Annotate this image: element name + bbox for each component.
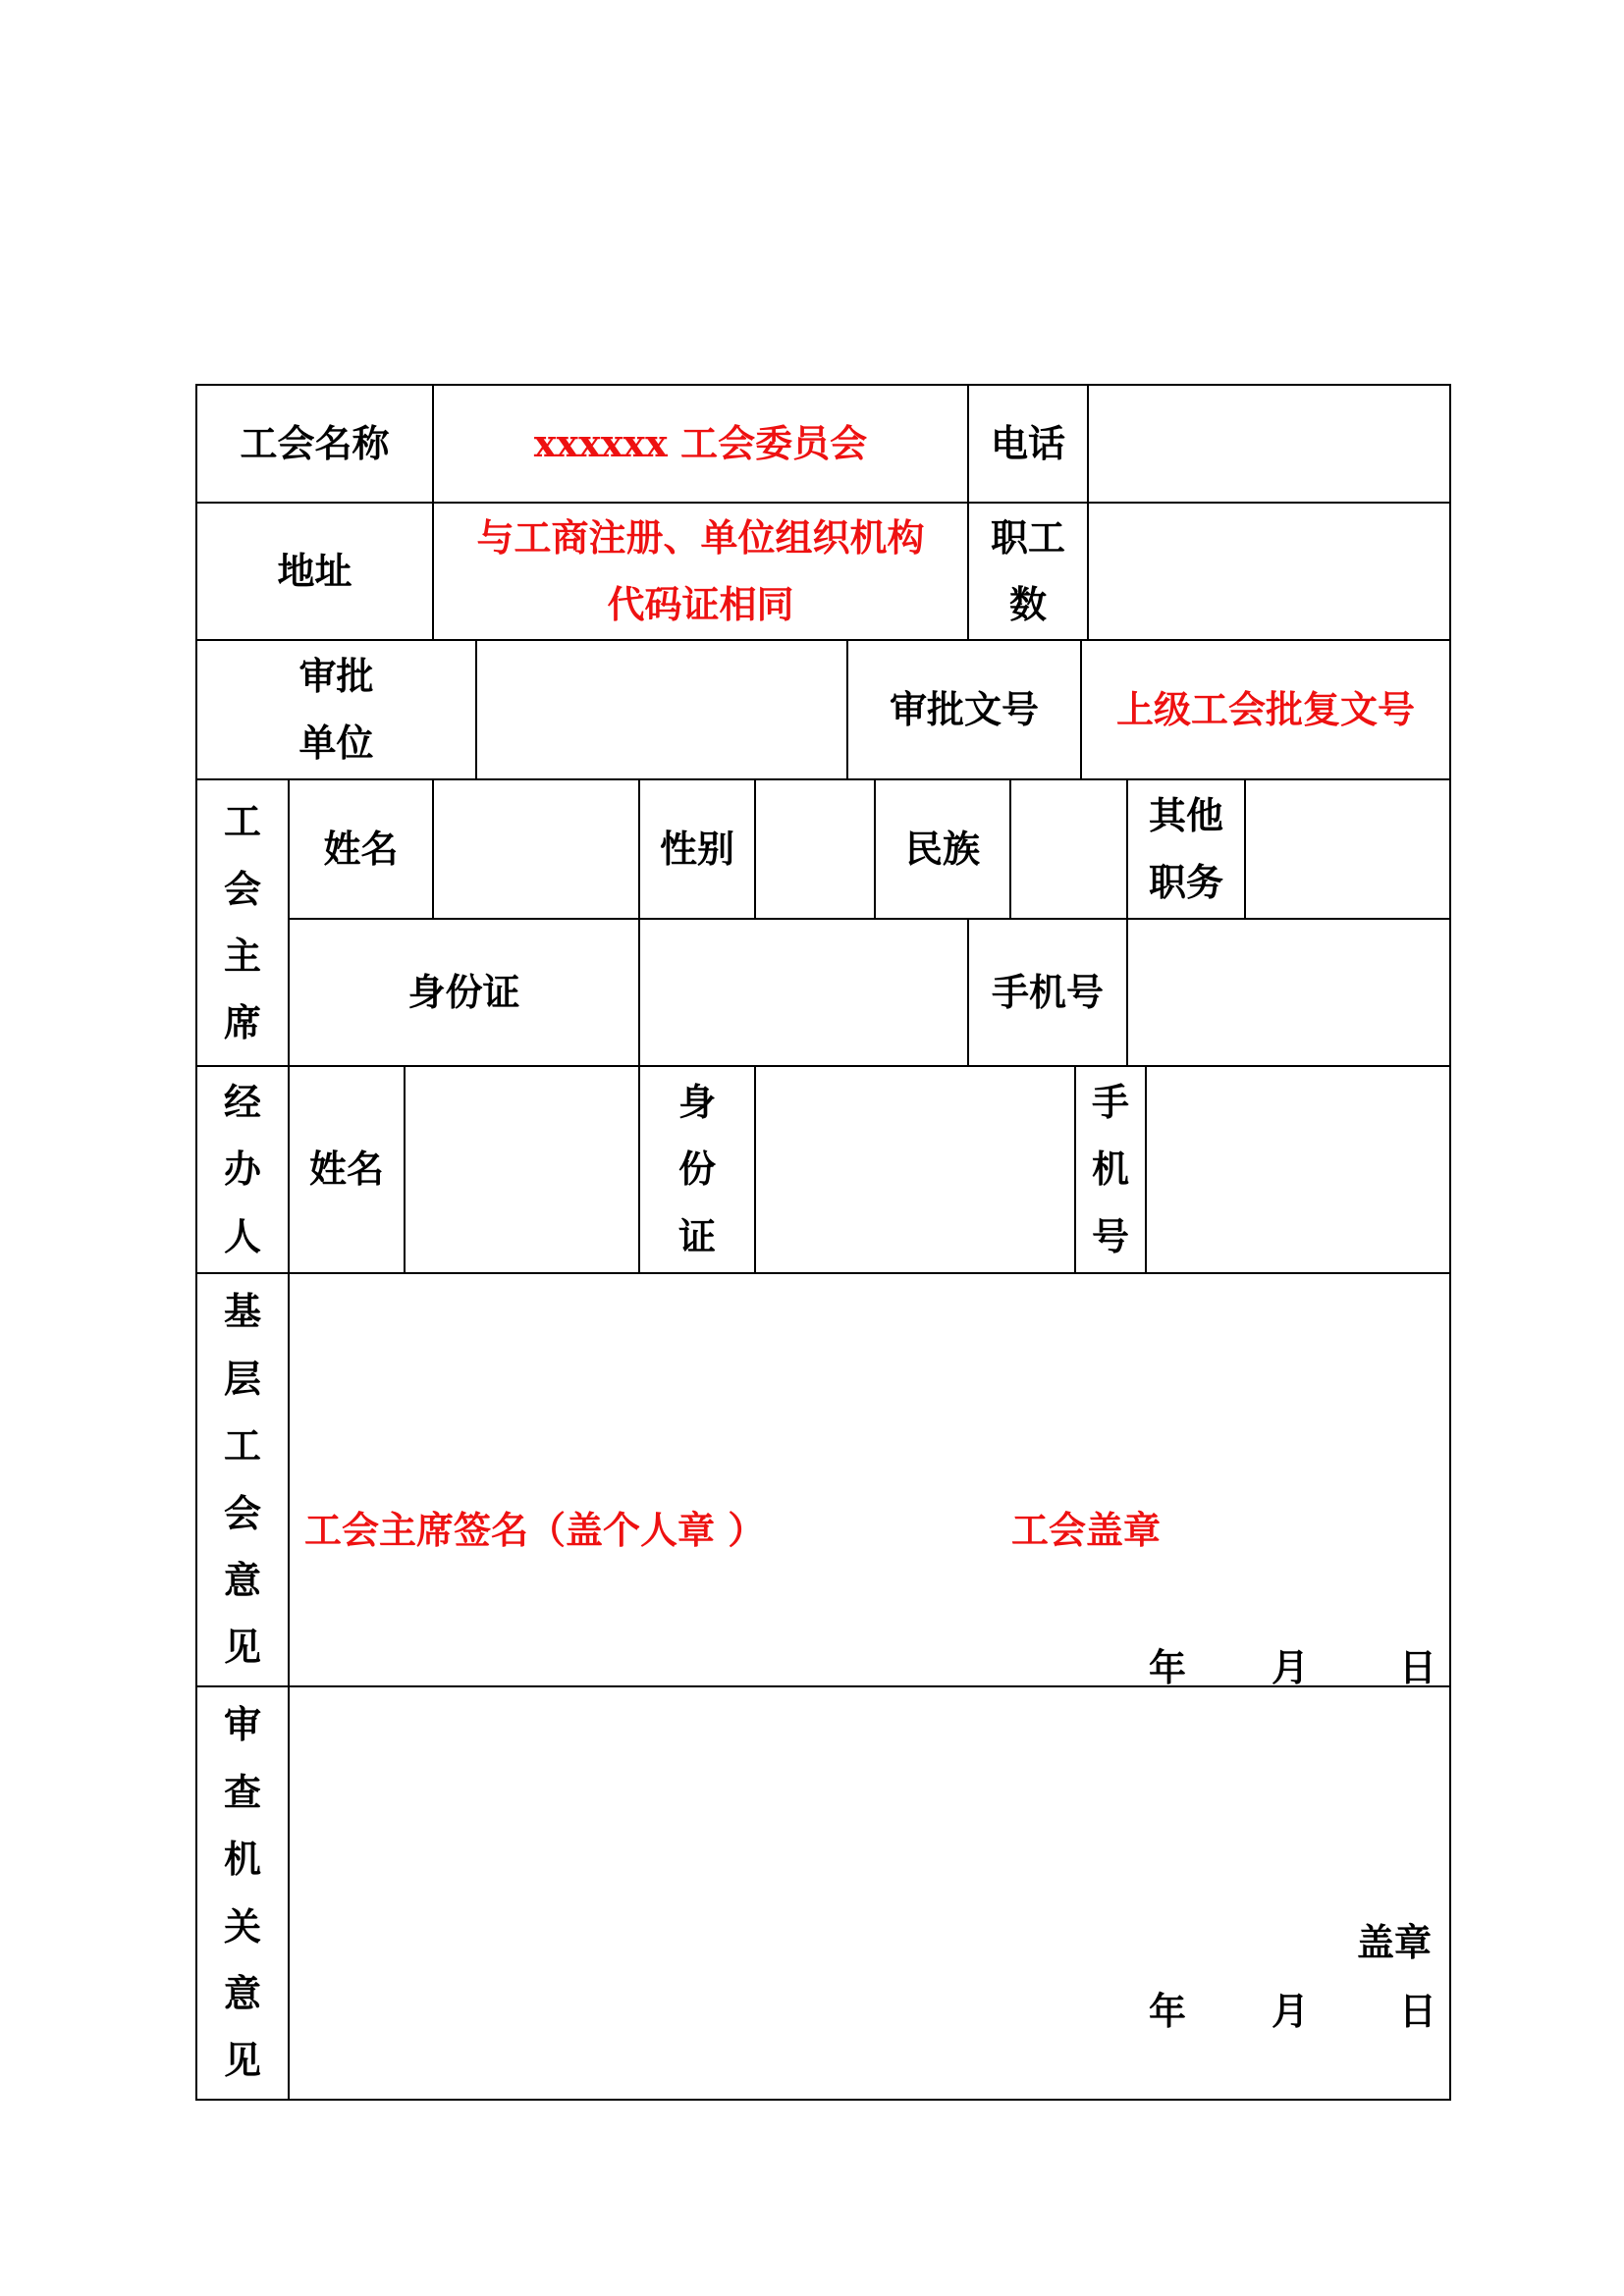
review-day-label: 日 xyxy=(1399,1989,1437,2033)
chairman-ethnicity-value[interactable] xyxy=(1011,780,1126,918)
handler-mobile-value[interactable] xyxy=(1147,1067,1449,1272)
approval-unit-label: 审批 单位 xyxy=(298,653,374,765)
review-seal-text: 盖章 xyxy=(1357,1920,1433,1964)
union-name-label: 工会名称 xyxy=(240,420,390,465)
chairman-other-duty-label: 其他 职务 xyxy=(1148,792,1223,904)
staff-count-label: 职工 数 xyxy=(990,514,1065,626)
handler-id-label: 身 份 证 xyxy=(677,1079,716,1258)
chairman-gender-value[interactable] xyxy=(756,780,874,918)
chairman-mobile-label: 手机号 xyxy=(991,969,1104,1014)
review-month-label: 月 xyxy=(1272,1989,1310,2033)
handler-mobile-label: 手 机 号 xyxy=(1091,1079,1129,1258)
chairman-id-label: 身份证 xyxy=(407,969,520,1014)
address-value[interactable]: 与工商注册、单位组织机构 代码证相同 xyxy=(476,514,925,626)
chairman-name-label: 姓名 xyxy=(323,826,399,871)
review-opinion-label: 审 查 机 关 意 见 xyxy=(223,1702,261,2083)
grassroots-opinion-area[interactable] xyxy=(290,1274,1449,1685)
handler-id-value[interactable] xyxy=(756,1067,1074,1272)
chairman-mobile-value[interactable] xyxy=(1128,920,1449,1065)
union-name-value[interactable]: xxxxxx 工会委员会 xyxy=(533,420,868,465)
review-year-label: 年 xyxy=(1149,1989,1187,2033)
approval-doc-label: 审批文号 xyxy=(889,686,1039,731)
handler-name-label: 姓名 xyxy=(308,1147,384,1192)
staff-count-value[interactable] xyxy=(1089,504,1449,639)
chairman-name-value[interactable] xyxy=(434,780,638,918)
grassroots-month-label: 月 xyxy=(1272,1645,1310,1689)
review-opinion-area[interactable] xyxy=(290,1687,1449,2099)
grassroots-opinion-label: 基 层 工 会 意 见 xyxy=(223,1289,261,1670)
chairman-signature-text: 工会主席签名（盖个人章 ） xyxy=(304,1508,766,1552)
approval-doc-value[interactable]: 上级工会批复文号 xyxy=(1115,686,1415,731)
union-seal-text: 工会盖章 xyxy=(1011,1508,1162,1552)
phone-label: 电话 xyxy=(990,420,1065,465)
chairman-ethnicity-label: 民族 xyxy=(904,826,980,871)
grassroots-year-label: 年 xyxy=(1149,1645,1187,1689)
chairman-gender-label: 性别 xyxy=(659,826,734,871)
handler-group-label: 经 办 人 xyxy=(223,1079,261,1258)
chairman-other-duty-value[interactable] xyxy=(1246,780,1449,918)
grassroots-day-label: 日 xyxy=(1399,1645,1437,1689)
chairman-id-value[interactable] xyxy=(640,920,967,1065)
approval-unit-value[interactable] xyxy=(477,641,846,778)
chairman-group-label: 工 会 主 席 xyxy=(223,799,261,1045)
address-label: 地址 xyxy=(277,548,352,593)
handler-name-value[interactable] xyxy=(406,1067,638,1272)
phone-value[interactable] xyxy=(1089,386,1449,502)
